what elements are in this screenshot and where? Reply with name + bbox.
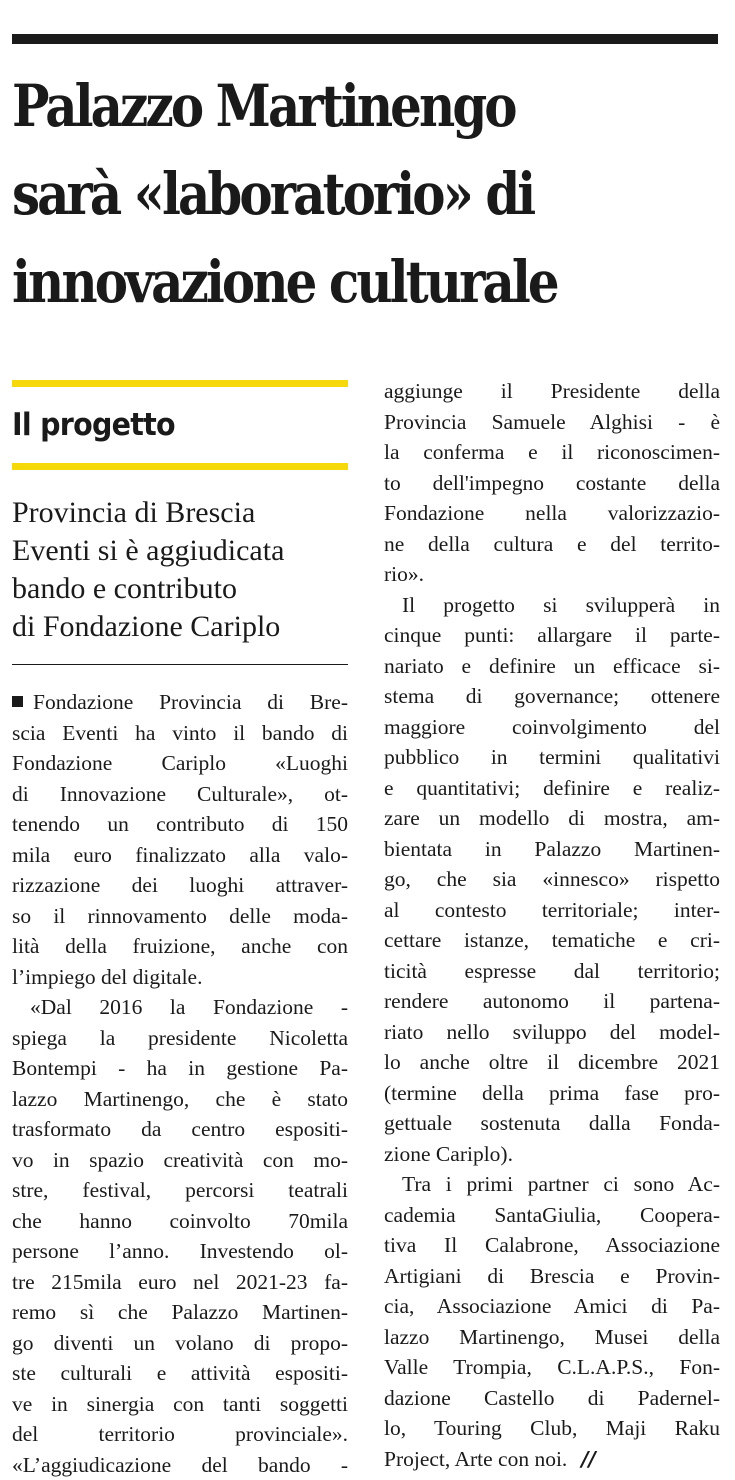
body-line: cinque punti: allargare il parte- xyxy=(384,620,720,651)
body-line: Project, Arte con noi. // xyxy=(384,1444,720,1475)
body-line: del territorio provinciale». xyxy=(12,1419,348,1450)
headline xyxy=(12,62,624,326)
body-line: «L’aggiudicazione del bando - xyxy=(12,1450,348,1480)
body-line: riato nello sviluppo del model- xyxy=(384,1017,720,1048)
body-line: rio». xyxy=(384,559,720,590)
body-line: aggiunge il Presidente della xyxy=(384,376,720,407)
body-line: pubblico in termini qualitativi xyxy=(384,742,720,773)
body-line: Tra i primi partner ci sono Ac- xyxy=(384,1169,720,1200)
body-line: Fondazione Cariplo «Luoghi xyxy=(12,748,348,779)
body-line: Fondazione Provincia di Bre- xyxy=(12,687,348,718)
top-rule xyxy=(12,34,718,44)
body-line: Il progetto si svilupperà in xyxy=(384,590,720,621)
headline-line: innovazione culturale xyxy=(12,238,624,326)
left-column xyxy=(12,380,348,1480)
body-line: nariato e definire un efficace si- xyxy=(384,651,720,682)
body-line: cettare istanze, tematiche e cri- xyxy=(384,925,720,956)
subhead-line: Provincia di Brescia xyxy=(12,494,348,532)
body-line: ste culturali e attività espositi- xyxy=(12,1358,348,1389)
body-line: tre 215mila euro nel 2021-23 fa- xyxy=(12,1267,348,1298)
body-line: la conferma e il riconoscimen- xyxy=(384,437,720,468)
body-line: l’impiego del digitale. xyxy=(12,962,348,993)
body-line: stema di governance; ottenere xyxy=(384,681,720,712)
body-line: vo in spazio creatività con mo- xyxy=(12,1145,348,1176)
body-line: to dell'impegno costante della xyxy=(384,468,720,499)
body-line: (termine della prima fase pro- xyxy=(384,1078,720,1109)
subhead-line: di Fondazione Cariplo xyxy=(12,608,348,646)
body-line: lo, Touring Club, Maji Raku xyxy=(384,1413,720,1444)
body-line: e quantitativi; definire e realiz- xyxy=(384,773,720,804)
body-line: cademia SantaGiulia, Coopera- xyxy=(384,1200,720,1231)
subhead xyxy=(12,494,348,656)
body-line: go, che sia «innesco» rispetto xyxy=(384,864,720,895)
body-line: so il rinnovamento delle moda- xyxy=(12,901,348,932)
body-line: persone l’anno. Investendo ol- xyxy=(12,1236,348,1267)
headline-line: sarà «laboratorio» di xyxy=(12,150,624,238)
body-line: tiva Il Calabrone, Associazione xyxy=(384,1230,720,1261)
body-line: mila euro finalizzato alla valo- xyxy=(12,840,348,871)
body-line: rendere autonomo il partena- xyxy=(384,986,720,1017)
subhead-rule xyxy=(12,664,348,665)
headline-line: Palazzo Martinengo xyxy=(12,62,624,150)
body-line: Artigiani di Brescia e Provin- xyxy=(384,1261,720,1292)
body-line: remo sì che Palazzo Martinen- xyxy=(12,1297,348,1328)
kicker-rule-bottom xyxy=(12,463,348,470)
body-line: bientata in Palazzo Martinen- xyxy=(384,834,720,865)
body-line: dazione Castello di Padernel- xyxy=(384,1383,720,1414)
body-line: cia, Associazione Amici di Pa- xyxy=(384,1291,720,1322)
body-line: Bontempi - ha in gestione Pa- xyxy=(12,1053,348,1084)
body-line: lo anche oltre il dicembre 2021 xyxy=(384,1047,720,1078)
subhead-line: bando e contributo xyxy=(12,570,348,608)
body-line: Valle Trompia, C.L.A.P.S., Fon- xyxy=(384,1352,720,1383)
body-line: al contesto territoriale; inter- xyxy=(384,895,720,926)
body-line: zione Cariplo). xyxy=(384,1139,720,1170)
body-line: che hanno coinvolto 70mila xyxy=(12,1206,348,1237)
body-line: di Innovazione Culturale», ot- xyxy=(12,779,348,810)
body-line: lazzo Martinengo, che è stato xyxy=(12,1084,348,1115)
subhead-line: Eventi si è aggiudicata xyxy=(12,532,348,570)
body-line: lazzo Martinengo, Musei della xyxy=(384,1322,720,1353)
body-column-right xyxy=(384,376,720,1474)
body-line: scia Eventi ha vinto il bando di xyxy=(12,718,348,749)
kicker: Il progetto xyxy=(12,405,321,445)
body-line: tenendo un contributo di 150 xyxy=(12,809,348,840)
body-line: gettuale sostenuta dalla Fonda- xyxy=(384,1108,720,1139)
body-line: ticità espresse dal territorio; xyxy=(384,956,720,987)
kicker-rule-top xyxy=(12,380,348,387)
body-line: spiega la presidente Nicoletta xyxy=(12,1023,348,1054)
body-line: stre, festival, percorsi teatrali xyxy=(12,1175,348,1206)
body-line: «Dal 2016 la Fondazione - xyxy=(12,992,348,1023)
body-line: go diventi un volano di propo- xyxy=(12,1328,348,1359)
body-line: lità della fruizione, anche con xyxy=(12,931,348,962)
body-line: zare un modello di mostra, am- xyxy=(384,803,720,834)
body-column-left xyxy=(12,687,348,1480)
bullet-square-icon xyxy=(12,696,23,707)
body-line: rizzazione dei luoghi attraver- xyxy=(12,870,348,901)
body-line: Provincia Samuele Alghisi - è xyxy=(384,407,720,438)
end-mark: // xyxy=(581,1447,596,1471)
body-line: maggiore coinvolgimento del xyxy=(384,712,720,743)
body-line: trasformato da centro espositi- xyxy=(12,1114,348,1145)
body-line: ne della cultura e del territo- xyxy=(384,529,720,560)
body-line: Fondazione nella valorizzazio- xyxy=(384,498,720,529)
body-line: ve in sinergia con tanti soggetti xyxy=(12,1389,348,1420)
